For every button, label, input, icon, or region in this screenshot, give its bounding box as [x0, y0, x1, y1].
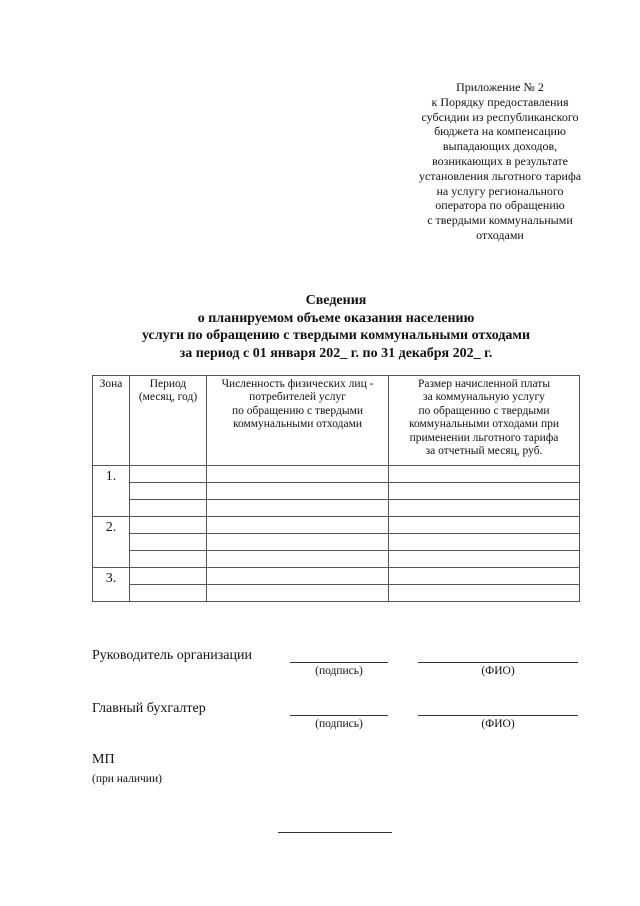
- appendix-line: бюджета на компенсацию: [434, 124, 566, 139]
- title-line: за период с 01 января 202_ г. по 31 декабря 202_ г.: [179, 345, 493, 361]
- period-cell[interactable]: [130, 483, 207, 500]
- table-row: [93, 517, 580, 534]
- header-line: Период: [149, 378, 187, 390]
- appendix-header: [400, 80, 600, 243]
- name-line[interactable]: [418, 662, 578, 663]
- header-line: (месяц, год): [138, 391, 198, 404]
- population-cell[interactable]: [207, 483, 389, 500]
- signature-caption: (подпись): [315, 718, 363, 730]
- header-line: коммунальными отходами при: [408, 418, 560, 431]
- payment-cell[interactable]: [389, 568, 580, 585]
- zone-cell: 1.: [93, 466, 130, 517]
- header-line: коммунальными отходами: [232, 418, 363, 431]
- appendix-line: выпадающих доходов,: [442, 139, 558, 154]
- header-line: по обращению с твердыми: [418, 404, 550, 417]
- header-zone: [93, 376, 130, 466]
- appendix-line: оператора по обращению: [435, 198, 565, 213]
- zone-cell: 3.: [93, 568, 130, 602]
- signature-label-director: Руководитель организации: [92, 648, 252, 663]
- period-cell[interactable]: [130, 517, 207, 534]
- payment-cell[interactable]: [389, 534, 580, 551]
- population-cell[interactable]: [207, 568, 389, 585]
- name-line[interactable]: [418, 715, 578, 716]
- table-row: [93, 466, 580, 483]
- appendix-line: к Порядку предоставления: [431, 94, 569, 109]
- payment-cell[interactable]: [389, 466, 580, 483]
- header-period: [130, 376, 207, 466]
- period-cell[interactable]: [130, 568, 207, 585]
- population-cell[interactable]: [207, 500, 389, 517]
- title-line: Сведения: [305, 293, 367, 308]
- header-line: применении льготного тарифа: [409, 431, 559, 444]
- payment-cell[interactable]: [389, 585, 580, 602]
- table-row: [93, 500, 580, 517]
- header-line: за коммунальную услугу: [423, 391, 545, 404]
- population-cell[interactable]: [207, 534, 389, 551]
- header-line: Зона: [99, 378, 123, 390]
- appendix-line: установления льготного тарифа: [418, 168, 582, 183]
- population-cell[interactable]: [207, 466, 389, 483]
- payment-cell[interactable]: [389, 517, 580, 534]
- period-cell[interactable]: [130, 585, 207, 602]
- table-row: [93, 551, 580, 568]
- title-line: о планируемом объеме оказания населению: [197, 310, 475, 326]
- table-row: [93, 483, 580, 500]
- bottom-separator-line: [278, 832, 392, 833]
- zone-cell: 2.: [93, 517, 130, 568]
- population-cell[interactable]: [207, 585, 389, 602]
- appendix-line: на услугу регионального: [436, 183, 564, 198]
- header-population: [207, 376, 389, 466]
- period-cell[interactable]: [130, 534, 207, 551]
- header-line: по обращению с твердыми: [231, 404, 364, 417]
- table-row: [93, 585, 580, 602]
- signature-line[interactable]: [290, 715, 388, 716]
- table-row: [93, 568, 580, 585]
- header-line: Численность физических лиц -: [221, 378, 374, 390]
- title-line: услуги по обращению с твердыми коммунальными отходами: [141, 328, 531, 343]
- header-line: за отчетный месяц, руб.: [425, 445, 543, 458]
- name-caption: (ФИО): [481, 718, 515, 730]
- header-line: потребителей услуг: [249, 391, 346, 404]
- appendix-line: субсидии из республиканского: [421, 109, 579, 124]
- population-cell[interactable]: [207, 517, 389, 534]
- appendix-line: Приложение № 2: [456, 80, 544, 94]
- signature-line[interactable]: [290, 662, 388, 663]
- stamp-label: МП: [92, 752, 115, 767]
- population-cell[interactable]: [207, 551, 389, 568]
- name-caption: (ФИО): [481, 665, 515, 677]
- period-cell[interactable]: [130, 466, 207, 483]
- appendix-line: с твердыми коммунальными: [427, 213, 573, 228]
- appendix-line: возникающих в результате: [432, 153, 568, 168]
- period-cell[interactable]: [130, 500, 207, 517]
- payment-cell[interactable]: [389, 551, 580, 568]
- payment-cell[interactable]: [389, 483, 580, 500]
- signature-caption: (подпись): [315, 665, 363, 677]
- payment-cell[interactable]: [389, 500, 580, 517]
- signature-label-accountant: Главный бухгалтер: [92, 701, 206, 716]
- header-line: Размер начисленной платы: [417, 378, 551, 390]
- header-payment: [389, 376, 580, 466]
- stamp-note: (при наличии): [92, 773, 162, 785]
- appendix-line: отходами: [476, 227, 524, 242]
- document-title: [90, 292, 582, 362]
- period-cell[interactable]: [130, 551, 207, 568]
- table-row: [93, 534, 580, 551]
- subsidy-data-table: [92, 375, 580, 602]
